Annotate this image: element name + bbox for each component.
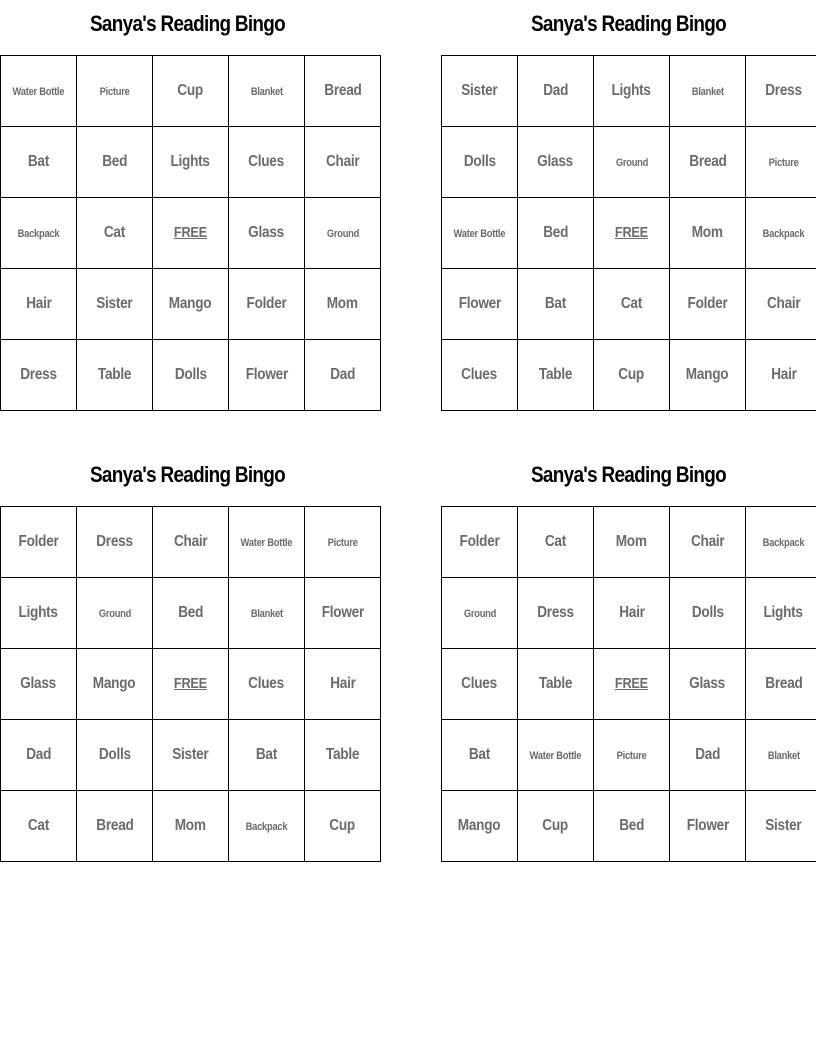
- free-space-cell: [153, 198, 229, 269]
- cell-label: Hair: [25, 295, 52, 312]
- bingo-cell: [518, 127, 594, 198]
- bingo-cell: [594, 720, 670, 791]
- bingo-row: [442, 578, 816, 649]
- bingo-row: [1, 198, 381, 269]
- bingo-cell: [518, 791, 594, 862]
- bingo-cell: [442, 56, 518, 127]
- cell-label: Dress: [537, 604, 574, 621]
- cell-label: Mango: [458, 817, 501, 834]
- cell-label: Sister: [461, 82, 498, 99]
- cell-label: Backpack: [762, 228, 805, 240]
- cell-label: Water Bottle: [453, 228, 506, 240]
- cell-label: Bed: [102, 153, 127, 170]
- bingo-cell: [442, 507, 518, 578]
- cell-label: Picture: [768, 157, 799, 169]
- cell-label: Sister: [96, 295, 133, 312]
- bingo-row: [442, 649, 816, 720]
- cell-label: Folder: [459, 533, 500, 550]
- cell-label: Dad: [330, 366, 355, 383]
- cell-label: Mom: [616, 533, 647, 550]
- cell-label: Glass: [689, 675, 726, 692]
- cell-label: Bread: [764, 675, 803, 692]
- cell-label: Ground: [326, 228, 359, 240]
- cell-label: Glass: [248, 224, 285, 241]
- cell-label: Hair: [770, 366, 797, 383]
- cell-label: Bread: [95, 817, 134, 834]
- bingo-grid: [0, 506, 381, 862]
- bingo-cell: [594, 56, 670, 127]
- bingo-cell: [77, 720, 153, 791]
- bingo-cell: [594, 127, 670, 198]
- cell-label: Water Bottle: [12, 86, 65, 98]
- bingo-cell: [670, 791, 746, 862]
- cell-label: Chair: [766, 295, 801, 312]
- cell-label: Folder: [687, 295, 728, 312]
- bingo-cell: [77, 127, 153, 198]
- bingo-cell: [305, 791, 381, 862]
- cell-label: Mom: [692, 224, 723, 241]
- cell-label: Clues: [248, 153, 285, 170]
- bingo-cell: [518, 56, 594, 127]
- bingo-cell: [1, 507, 77, 578]
- bingo-cell: [746, 578, 816, 649]
- cell-label: Dolls: [174, 366, 207, 383]
- cell-label: Cat: [27, 817, 50, 834]
- bingo-cell: [1, 127, 77, 198]
- cell-label: Bat: [544, 295, 567, 312]
- bingo-cell: [1, 340, 77, 411]
- bingo-row: [442, 507, 816, 578]
- bingo-cell: [229, 720, 305, 791]
- bingo-cell: [305, 198, 381, 269]
- cell-label: Dolls: [98, 746, 131, 763]
- cell-label: FREE: [174, 224, 207, 241]
- bingo-cell: [153, 127, 229, 198]
- cell-label: Picture: [327, 537, 358, 549]
- cell-label: Dad: [26, 746, 51, 763]
- bingo-cell: [77, 269, 153, 340]
- bingo-cell: [746, 720, 816, 791]
- free-space-cell: [153, 649, 229, 720]
- cell-label: Glass: [537, 153, 574, 170]
- bingo-cell: [229, 198, 305, 269]
- card-title: Sanya's Reading Bingo: [530, 462, 727, 487]
- bingo-cell: [77, 649, 153, 720]
- bingo-cell: [305, 649, 381, 720]
- cell-label: Picture: [99, 86, 130, 98]
- bingo-cell: [746, 269, 816, 340]
- cell-label: Dad: [543, 82, 568, 99]
- cell-label: Folder: [246, 295, 287, 312]
- bingo-cell: [229, 56, 305, 127]
- bingo-cell: [746, 649, 816, 720]
- bingo-cell: [153, 791, 229, 862]
- bingo-cell: [442, 269, 518, 340]
- bingo-row: [442, 198, 816, 269]
- cell-label: Mom: [175, 817, 206, 834]
- bingo-cell: [1, 791, 77, 862]
- cell-label: FREE: [615, 224, 648, 241]
- bingo-cell: [1, 649, 77, 720]
- bingo-cell: [746, 340, 816, 411]
- bingo-row: [1, 56, 381, 127]
- card-title: Sanya's Reading Bingo: [89, 11, 286, 36]
- cell-label: Cat: [103, 224, 126, 241]
- bingo-cell: [670, 507, 746, 578]
- bingo-grid: [441, 506, 816, 862]
- bingo-cell: [670, 56, 746, 127]
- bingo-cell: [229, 649, 305, 720]
- cell-label: Flower: [321, 604, 364, 621]
- cell-label: Folder: [18, 533, 59, 550]
- bingo-row: [442, 720, 816, 791]
- bingo-cell: [594, 507, 670, 578]
- cell-label: Dad: [695, 746, 720, 763]
- bingo-cell: [1, 578, 77, 649]
- cell-label: Clues: [461, 366, 498, 383]
- cell-label: Bat: [468, 746, 491, 763]
- free-space-cell: [594, 649, 670, 720]
- bingo-cell: [229, 791, 305, 862]
- cell-label: Blanket: [691, 86, 724, 98]
- cell-label: Flower: [458, 295, 501, 312]
- bingo-cell: [1, 198, 77, 269]
- bingo-cell: [305, 507, 381, 578]
- bingo-cell: [594, 340, 670, 411]
- bingo-cell: [305, 56, 381, 127]
- cell-label: Cup: [542, 817, 569, 834]
- bingo-cell: [77, 578, 153, 649]
- bingo-cell: [518, 578, 594, 649]
- bingo-grid: [0, 55, 381, 411]
- cell-label: Blanket: [250, 608, 283, 620]
- card-title: Sanya's Reading Bingo: [530, 11, 727, 36]
- bingo-cell: [153, 269, 229, 340]
- cell-label: Blanket: [250, 86, 283, 98]
- cell-label: Bread: [688, 153, 727, 170]
- bingo-row: [1, 578, 381, 649]
- cell-label: Table: [538, 366, 573, 383]
- cell-label: Ground: [98, 608, 131, 620]
- bingo-cell: [442, 340, 518, 411]
- bingo-row: [1, 507, 381, 578]
- cell-label: Chair: [325, 153, 360, 170]
- bingo-row: [1, 269, 381, 340]
- bingo-cell: [670, 578, 746, 649]
- cell-label: Backpack: [245, 821, 288, 833]
- bingo-cell: [670, 649, 746, 720]
- cell-label: Mango: [686, 366, 729, 383]
- bingo-cell: [77, 507, 153, 578]
- bingo-cell: [442, 578, 518, 649]
- cell-label: Bat: [27, 153, 50, 170]
- cell-label: Cat: [544, 533, 567, 550]
- bingo-cell: [442, 720, 518, 791]
- bingo-cell: [305, 578, 381, 649]
- bingo-cell: [670, 198, 746, 269]
- bingo-row: [1, 340, 381, 411]
- cell-label: Lights: [611, 82, 652, 99]
- cell-label: Flower: [686, 817, 729, 834]
- cell-label: Backpack: [17, 228, 60, 240]
- cell-label: Lights: [18, 604, 59, 621]
- bingo-cell: [594, 791, 670, 862]
- bingo-cell: [77, 56, 153, 127]
- bingo-cell: [229, 340, 305, 411]
- bingo-cell: [305, 127, 381, 198]
- cell-label: Bed: [178, 604, 203, 621]
- bingo-cell: [670, 127, 746, 198]
- bingo-cell: [77, 340, 153, 411]
- cell-label: Ground: [463, 608, 496, 620]
- bingo-row: [442, 791, 816, 862]
- bingo-cell: [1, 56, 77, 127]
- cell-label: Cup: [329, 817, 356, 834]
- bingo-cell: [305, 720, 381, 791]
- cell-label: Picture: [616, 750, 647, 762]
- bingo-cell: [229, 578, 305, 649]
- cell-label: Water Bottle: [240, 537, 293, 549]
- cell-label: Bed: [619, 817, 644, 834]
- cell-label: Glass: [20, 675, 57, 692]
- bingo-cell: [746, 198, 816, 269]
- bingo-cell: [594, 578, 670, 649]
- card-title: Sanya's Reading Bingo: [89, 462, 286, 487]
- bingo-cell: [746, 127, 816, 198]
- cell-label: Ground: [615, 157, 648, 169]
- bingo-cell: [442, 791, 518, 862]
- cell-label: Hair: [329, 675, 356, 692]
- bingo-cell: [746, 56, 816, 127]
- cell-label: Bread: [323, 82, 362, 99]
- bingo-row: [1, 720, 381, 791]
- cell-label: Dress: [20, 366, 57, 383]
- bingo-row: [442, 269, 816, 340]
- cell-label: Cup: [177, 82, 204, 99]
- cell-label: Lights: [170, 153, 211, 170]
- bingo-cell: [77, 791, 153, 862]
- bingo-cell: [77, 198, 153, 269]
- bingo-cell: [305, 340, 381, 411]
- cell-label: Clues: [248, 675, 285, 692]
- bingo-cell: [153, 507, 229, 578]
- cell-label: Backpack: [762, 537, 805, 549]
- bingo-cell: [1, 720, 77, 791]
- cell-label: Flower: [245, 366, 288, 383]
- bingo-cell: [442, 127, 518, 198]
- bingo-cell: [670, 720, 746, 791]
- bingo-cell: [670, 340, 746, 411]
- bingo-cell: [153, 578, 229, 649]
- bingo-grid: [441, 55, 816, 411]
- cell-label: Bat: [255, 746, 278, 763]
- cell-label: Dress: [765, 82, 802, 99]
- bingo-cell: [305, 269, 381, 340]
- bingo-cell: [518, 198, 594, 269]
- bingo-cell: [746, 507, 816, 578]
- bingo-cell: [153, 720, 229, 791]
- bingo-cell: [518, 340, 594, 411]
- cell-label: Mom: [327, 295, 358, 312]
- cell-label: Hair: [618, 604, 645, 621]
- cell-label: Chair: [690, 533, 725, 550]
- free-space-cell: [594, 198, 670, 269]
- cell-label: Sister: [765, 817, 802, 834]
- cell-label: Mango: [169, 295, 212, 312]
- cell-label: FREE: [174, 675, 207, 692]
- bingo-cell: [229, 127, 305, 198]
- cell-label: Bed: [543, 224, 568, 241]
- bingo-cell: [518, 269, 594, 340]
- cell-label: Chair: [173, 533, 208, 550]
- bingo-cell: [518, 507, 594, 578]
- cell-label: Dolls: [463, 153, 496, 170]
- cell-label: Mango: [93, 675, 136, 692]
- bingo-row: [1, 649, 381, 720]
- cell-label: Sister: [172, 746, 209, 763]
- bingo-row: [1, 791, 381, 862]
- bingo-cell: [746, 791, 816, 862]
- cell-label: Table: [325, 746, 360, 763]
- bingo-cell: [153, 56, 229, 127]
- cell-label: Water Bottle: [529, 750, 582, 762]
- cell-label: Cat: [620, 295, 643, 312]
- bingo-cell: [594, 269, 670, 340]
- bingo-cell: [442, 649, 518, 720]
- cell-label: Table: [97, 366, 132, 383]
- bingo-row: [442, 127, 816, 198]
- cell-label: Table: [538, 675, 573, 692]
- bingo-cell: [153, 340, 229, 411]
- cell-label: Clues: [461, 675, 498, 692]
- cell-label: FREE: [615, 675, 648, 692]
- bingo-row: [1, 127, 381, 198]
- bingo-cell: [670, 269, 746, 340]
- cell-label: Blanket: [767, 750, 800, 762]
- bingo-cell: [229, 507, 305, 578]
- bingo-cell: [518, 649, 594, 720]
- bingo-row: [442, 340, 816, 411]
- bingo-cell: [229, 269, 305, 340]
- cell-label: Cup: [618, 366, 645, 383]
- cell-label: Dress: [96, 533, 133, 550]
- bingo-cell: [1, 269, 77, 340]
- cell-label: Dolls: [691, 604, 724, 621]
- bingo-row: [442, 56, 816, 127]
- bingo-cell: [518, 720, 594, 791]
- bingo-cell: [442, 198, 518, 269]
- cell-label: Lights: [763, 604, 804, 621]
